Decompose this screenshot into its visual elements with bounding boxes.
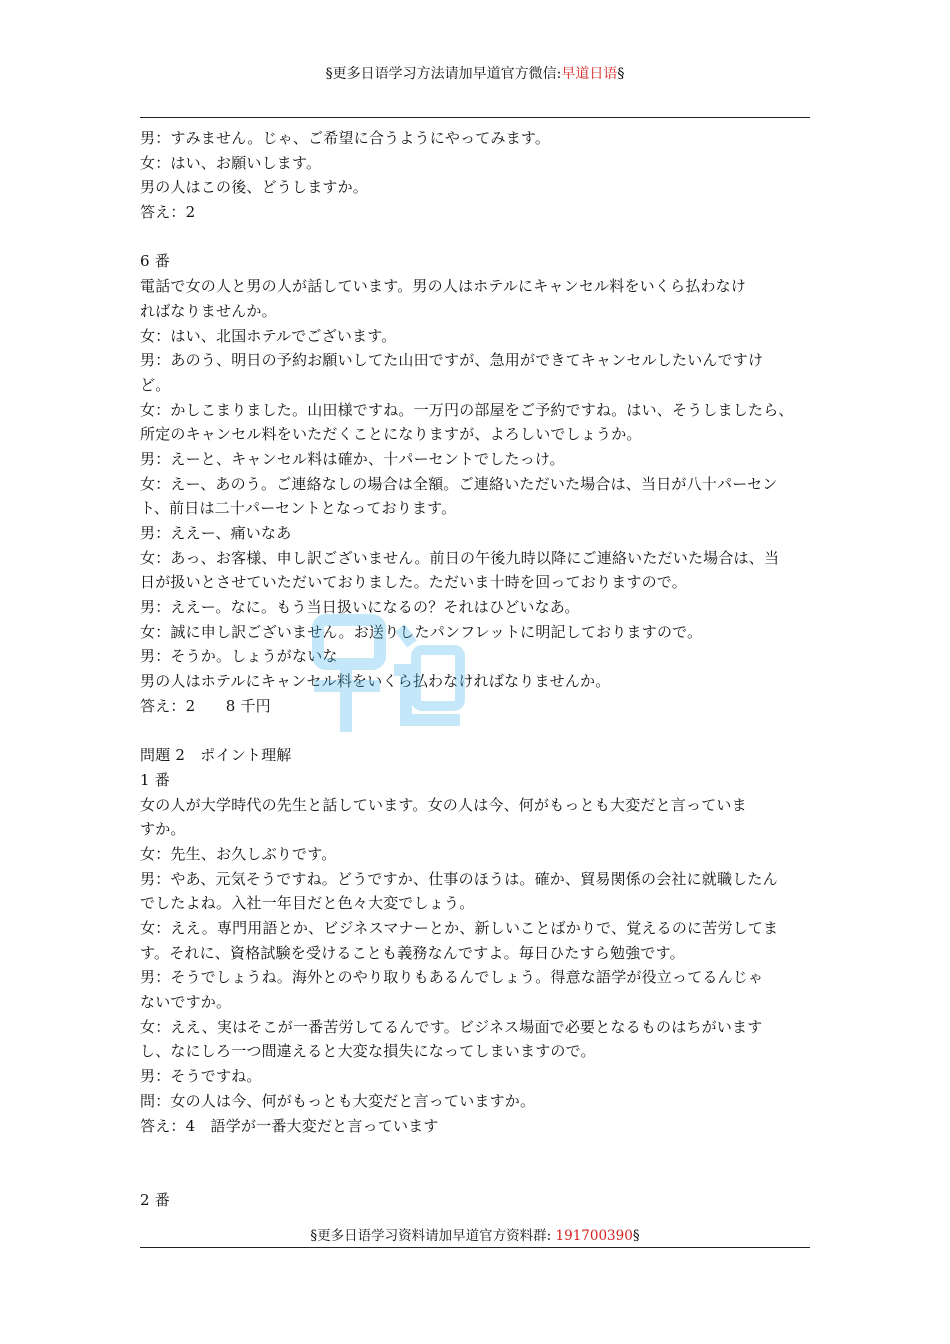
text-line: 男：えーと、キャンセル料は確か、十パーセントでしたっけ。	[140, 449, 565, 468]
page-footer	[140, 1226, 810, 1246]
text-line: 答え：2	[140, 203, 196, 222]
text-line: し、なにしろ一つ間違えると大変な損失になってしまいますので。	[140, 1042, 596, 1061]
text-line: 女：あっ、お客様、申し訳ございません。前日の午後九時以降にご連絡いただいた場合は、当	[140, 548, 780, 567]
text-line: 1 番	[140, 770, 170, 789]
header-divider	[140, 117, 810, 118]
text-line: 男：あのう、明日の予約お願いしてた山田ですが、急用ができてキャンセルしたいんですけ	[140, 351, 764, 370]
text-line: 男：すみません。じゃ、ご希望に合うようにやってみます。	[140, 129, 551, 147]
text-line: 6 番	[140, 252, 170, 271]
text-line: 問：女の人は今、何がもっとも大変だと言っていますか。	[140, 1091, 536, 1110]
text-line: 女：かしこまりました。山田様ですね。一万円の部屋をご予約ですね。はい、そうしましたら、	[140, 400, 794, 419]
text-line: 電話で女の人と男の人が話しています。男の人はホテルにキャンセル料をいくら払わなけ	[140, 277, 747, 296]
text-line: 男の人はこの後、どうしますか。	[140, 178, 369, 197]
text-line: 答え：2 8 千円	[140, 696, 271, 715]
text-line: 男：そうでしょうね。海外とのやり取りもあるんでしょう。得意な語学が役立ってるんじゃ	[140, 968, 764, 987]
text-line: 女：えー、あのう。ご連絡なしの場合は全額。ご連絡いただいた場合は、当日が八十パーセン	[140, 474, 778, 493]
text-line: 日が扱いとさせていただいておりました。ただいま十時を回っておりますので。	[140, 573, 687, 592]
text-line: 男：やあ、元気そうですね。どうですか、仕事のほうは。確か、貿易関係の会社に就職したん	[140, 869, 778, 888]
text-line: ト、前日は二十パーセントとなっております。	[140, 499, 457, 518]
footer-suffix: §	[632, 1228, 640, 1244]
text-line: ど。	[140, 375, 171, 394]
blank-line	[140, 225, 820, 250]
text-line: ないですか。	[140, 993, 232, 1012]
text-line: 男：ええー、痛いなあ	[140, 524, 292, 542]
text-line: 男：そうですね。	[140, 1067, 262, 1086]
text-line: 男：そうか。しょうがないな	[140, 647, 338, 666]
text-line: 男の人はホテルにキャンセル料をいくら払わなければなりませんか。	[140, 672, 611, 691]
blank-line	[140, 719, 820, 744]
text-line: 答え：4 語学が一番大変だと言っています	[140, 1116, 439, 1135]
text-line: す。それに、資格試験を受けることも義務なんですよ。毎日ひたすら勉強です。	[140, 943, 685, 962]
text-line: 所定のキャンセル料をいただくことになりますが、よろしいでしょうか。	[140, 425, 642, 444]
text-line: 女：はい、お願いします。	[140, 153, 322, 172]
footer-text: §更多日语学习资料请加早道官方资料群:	[310, 1228, 556, 1244]
blank-line	[140, 1138, 820, 1163]
footer-divider	[140, 1247, 810, 1248]
text-line: 男：ええー。なに。もう当日扱いになるの？それはひどいなあ。	[140, 598, 580, 617]
text-line: 女の人が大学時代の先生と話しています。女の人は今、何がもっとも大変だと言っていま	[140, 795, 747, 814]
document-body	[140, 126, 820, 1212]
text-line: 女：先生、お久しぶりです。	[140, 844, 337, 863]
text-line: 女：はい、北国ホテルでございます。	[140, 326, 397, 345]
footer-group-number[interactable]: 191700390	[555, 1228, 633, 1244]
text-line: 女：ええ、実はそこが一番苦労してるんです。ビジネス場面で必要となるものはちがいます	[140, 1017, 763, 1036]
header-brand-link[interactable]: 早道日语	[561, 66, 618, 82]
text-line: ればなりませんか。	[140, 301, 277, 320]
text-line: でしたよね。入社一年目だと色々大変でしょう。	[140, 894, 475, 913]
text-line: 女：誠に申し訳ございません。お送りしたパンフレットに明記しておりますので。	[140, 622, 703, 641]
header-text: §更多日语学习方法请加早道官方微信:	[325, 66, 562, 82]
text-line: 2 番	[140, 1190, 170, 1209]
text-line: 問題 2 ポイント理解	[140, 746, 292, 765]
blank-line	[140, 1163, 820, 1188]
text-line: すか。	[140, 820, 186, 839]
page-header	[140, 64, 810, 84]
text-line: 女：ええ。専門用語とか、ビジネスマナーとか、新しいことばかりで、覚えるのに苦労してま	[140, 919, 779, 937]
header-suffix: §	[617, 66, 625, 82]
